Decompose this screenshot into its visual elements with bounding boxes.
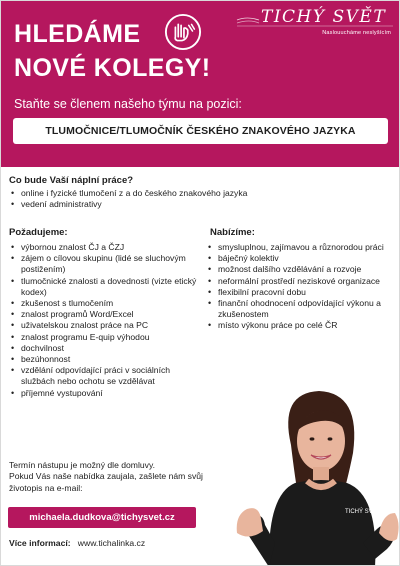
logo-subtitle: Naslouucháme neslyšícím	[322, 30, 391, 36]
offers-title: Nabízíme:	[210, 227, 255, 238]
list-item: • bezúhonnost	[11, 354, 203, 365]
list-item: • možnost dalšího vzdělávání a rozvoje	[208, 264, 396, 275]
list-item: • flexibilní pracovní dobu	[208, 287, 396, 298]
header-banner	[1, 1, 400, 167]
list-item: • příjemné vystupování	[11, 388, 203, 399]
headline-line-2: NOVÉ KOLEGY!	[14, 54, 211, 82]
svg-text:TICHÝ SVĚT: TICHÝ SVĚT	[345, 509, 381, 515]
list-item: • báječný kolektiv	[208, 253, 396, 264]
list-item: • finanční ohodnocení odpovídající výkonu a zkušenostem	[208, 298, 396, 320]
position-title-box	[13, 118, 388, 144]
cv-request-text: Pokud Vás naše nabídka zaujala, zašlete nám svůj životopis na e-mail:	[9, 471, 203, 493]
list-item: • zájem o cílovou skupinu (lidé se sluchovým postižením)	[11, 253, 203, 275]
headline-line-1: HLEDÁME	[14, 20, 141, 48]
offers-list	[208, 242, 396, 332]
position-title: TLUMOČNICE/TLUMOČNÍK ČESKÉHO ZNAKOVÉHO JAZYKA	[45, 125, 356, 137]
list-item: • místo výkonu práce po celé ČR	[208, 320, 396, 331]
email-address[interactable]: michaela.dudkova@tichysvet.cz	[29, 512, 175, 523]
list-item: • neformální prostředí neziskové organizace	[208, 276, 396, 287]
subheadline: Staňte se členem našeho týmu na pozici:	[14, 97, 242, 111]
duties-list	[11, 188, 331, 210]
duties-title: Co bude Vaší náplní práce?	[9, 175, 134, 186]
email-link[interactable]	[8, 507, 196, 528]
tichy-svet-logo	[235, 7, 397, 41]
list-item: • dochvilnost	[11, 343, 203, 354]
more-info	[9, 538, 145, 548]
list-item: • vedení administrativy	[11, 199, 331, 210]
list-item: • znalost programů Word/Excel	[11, 309, 203, 320]
requirements-title: Požadujeme:	[9, 227, 68, 238]
start-note	[9, 460, 219, 494]
list-item: • tlumočnické znalosti a dovednosti (vizte etický kodex)	[11, 276, 203, 298]
list-item: • výbornou znalost ČJ a ČZJ	[11, 242, 203, 253]
start-date-text: Termín nástupu je možný dle domluvy.	[9, 460, 156, 470]
website-link[interactable]: www.tichalinka.cz	[77, 538, 146, 548]
list-item: • online i fyzické tlumočení z a do českého znakového jazyka	[11, 188, 331, 199]
sign-language-hands-icon	[164, 13, 202, 51]
list-item: • zkušenost s tlumočením	[11, 298, 203, 309]
list-item: • uživatelskou znalost práce na PC	[11, 320, 203, 331]
interpreter-photo	[229, 383, 400, 566]
list-item: • vzdělání odpovídající práci v sociálních službách nebo ochotu se vzdělávat	[11, 365, 203, 387]
logo-title: TICHÝ SVĚT	[261, 7, 387, 27]
more-info-label: Více informací:	[9, 538, 71, 548]
requirements-list	[11, 242, 203, 399]
list-item: • znalost programu E-quip výhodou	[11, 332, 203, 343]
list-item: • smysluplnou, zajímavou a různorodou práci	[208, 242, 396, 253]
